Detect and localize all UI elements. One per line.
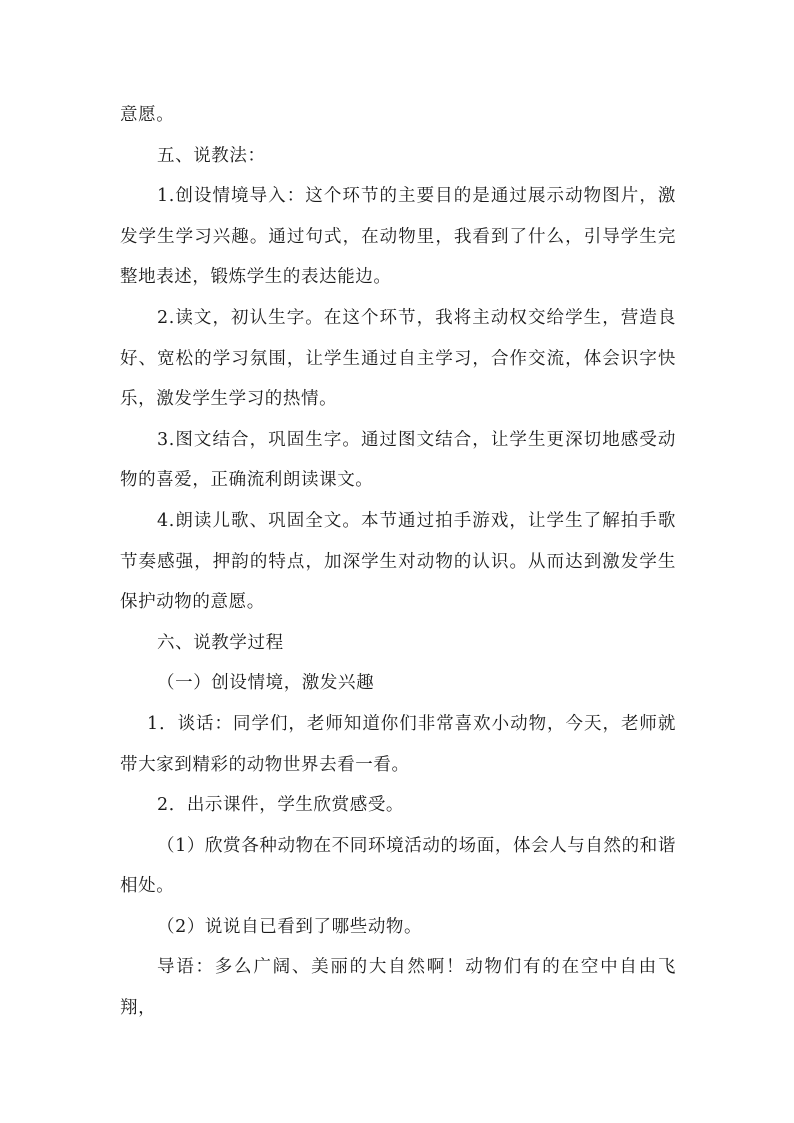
paragraph-intro-words: 导语：多么广阔、美丽的大自然啊！动物们有的在空中自由飞翔， [120, 957, 676, 1019]
paragraph-method-3: 3.图文结合，巩固生字。通过图文结合，让学生更深切地感受动物的喜爱，正确流利朗读课文。 [120, 429, 676, 491]
paragraph-appreciate: （1）欣赏各种动物在不同环境活动的场面，体会人与自然的和谐相处。 [120, 835, 676, 897]
section-heading-teaching-process: 六、说教学过程 [157, 632, 284, 653]
paragraph-talk: 1．谈话：同学们，老师知道你们非常喜欢小动物，今天，老师就带大家到精彩的动物世界去看一看。 [120, 713, 676, 775]
section-heading-teaching-method: 五、说教法： [157, 145, 266, 166]
subsection-heading-scenario: （一）创设情境，激发兴趣 [157, 673, 375, 694]
paragraph-courseware: 2．出示课件，学生欣赏感受。 [157, 795, 405, 816]
paragraph-method-1: 1.创设情境导入：这个环节的主要目的是通过展示动物图片，激发学生学习兴趣。通过句式，在动物里，我看到了什么，引导学生完整地表述，锻炼学生的表达能边。 [120, 186, 676, 288]
paragraph-say-animals: （2）说说自已看到了哪些动物。 [157, 916, 423, 937]
paragraph-continuation: 意愿。 [120, 105, 175, 125]
paragraph-method-4: 4.朗读儿歌、巩固全文。本节通过拍手游戏，让学生了解拍手歌节奏感强，押韵的特点，加深学生对动物的认识。从而达到激发学生保护动物的意愿。 [120, 510, 676, 613]
paragraph-method-2: 2.读文，初认生字。在这个环节，我将主动权交给学生，营造良好、宽松的学习氛围，让学生通过自主学习，合作交流，体会识字快乐，激发学生学习的热情。 [120, 307, 676, 410]
